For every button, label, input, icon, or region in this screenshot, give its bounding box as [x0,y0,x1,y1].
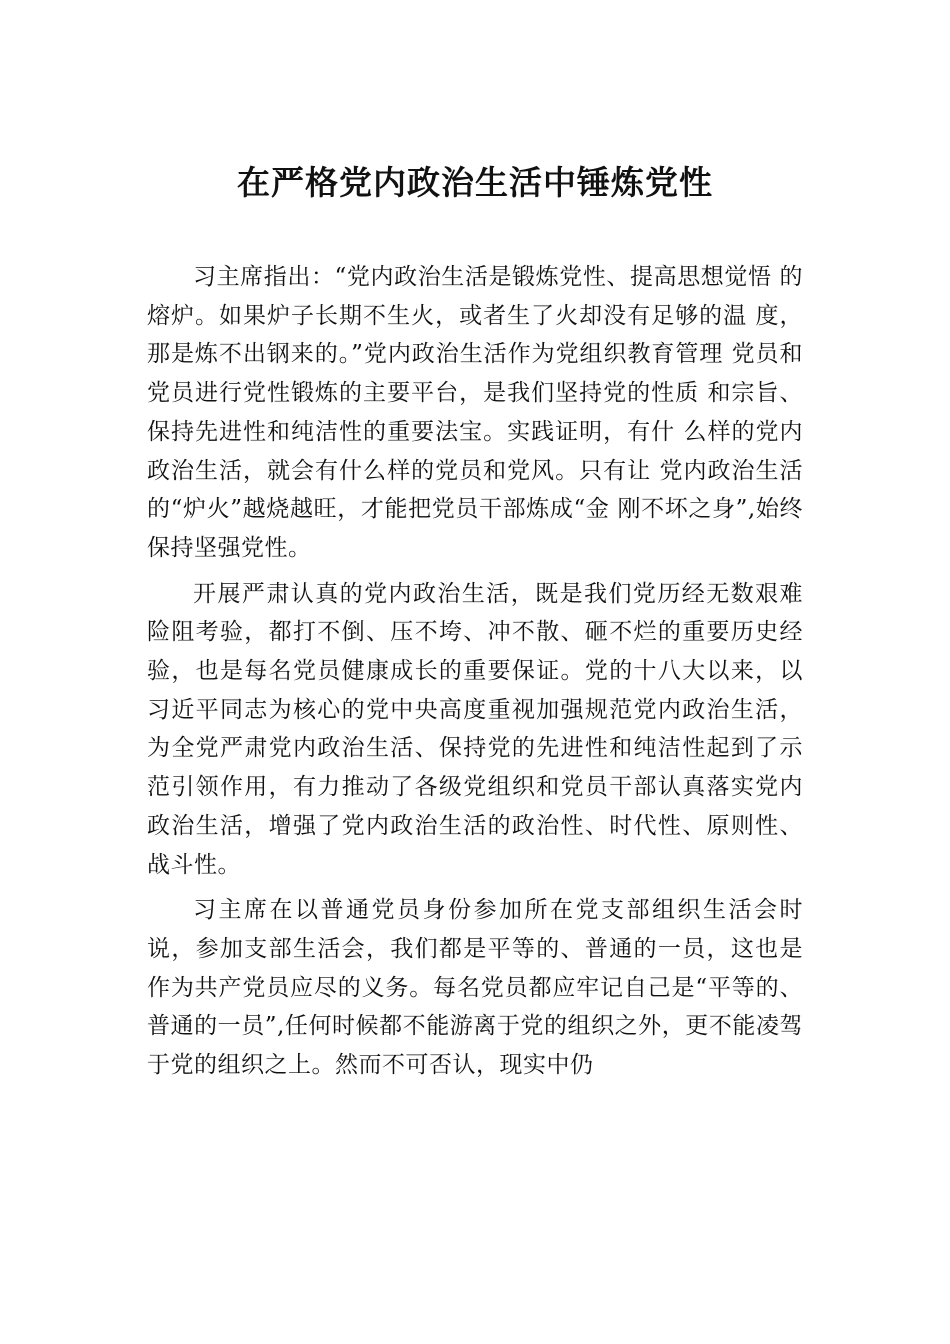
document-body [147,258,803,1092]
paragraph-3: 习主席在以普通党员身份参加所在党支部组织生活会时说，参加支部生活会，我们都是平等的、普通的一员，这也是作为共产党员应尽的义务。每名党员都应牢记自己是“平等的、普通的一员”,任何时候都不能游离于党的组织之外，更不能凌驾于党的组织之上。然而不可否认，现实中仍 [147,897,803,1079]
document-title: 在严格党内政治生活中锤炼党性 [237,163,713,202]
paragraph-1: 习主席指出：“党内政治生活是锻炼党性、提高思想觉悟 的熔炉。如果炉子长期不生火，或者生了火却没有足够的温 度，那是炼不出钢来的。”党内政治生活作为党组织教育管理 党员和党员进行党性锻炼的主要平台，是我们坚持党的性质 和宗旨、保持先进性和纯洁性的重要法宝。实践证明，有什 么样的党内政治生活，就会有什么样的党员和党风。只有让 党内政治生活的“炉火”越烧越旺，才能把党员干部炼成“金 刚不坏之身”,始终保持坚强党性。 [147,264,803,561]
paragraph-2: 开展严肃认真的党内政治生活，既是我们党历经无数艰难险阻考验，都打不倒、压不垮、冲不散、砸不烂的重要历史经验，也是每名党员健康成长的重要保证。党的十八大以来，以习近平同志为核心的党中央高度重视加强规范党内政治生活，为全党严肃党内政治生活、保持党的先进性和纯洁性起到了示范引领作用，有力推动了各级党组织和党员干部认真落实党内政治生活，增强了党内政治生活的政治性、时代性、原则性、战斗性。 [147,580,803,878]
